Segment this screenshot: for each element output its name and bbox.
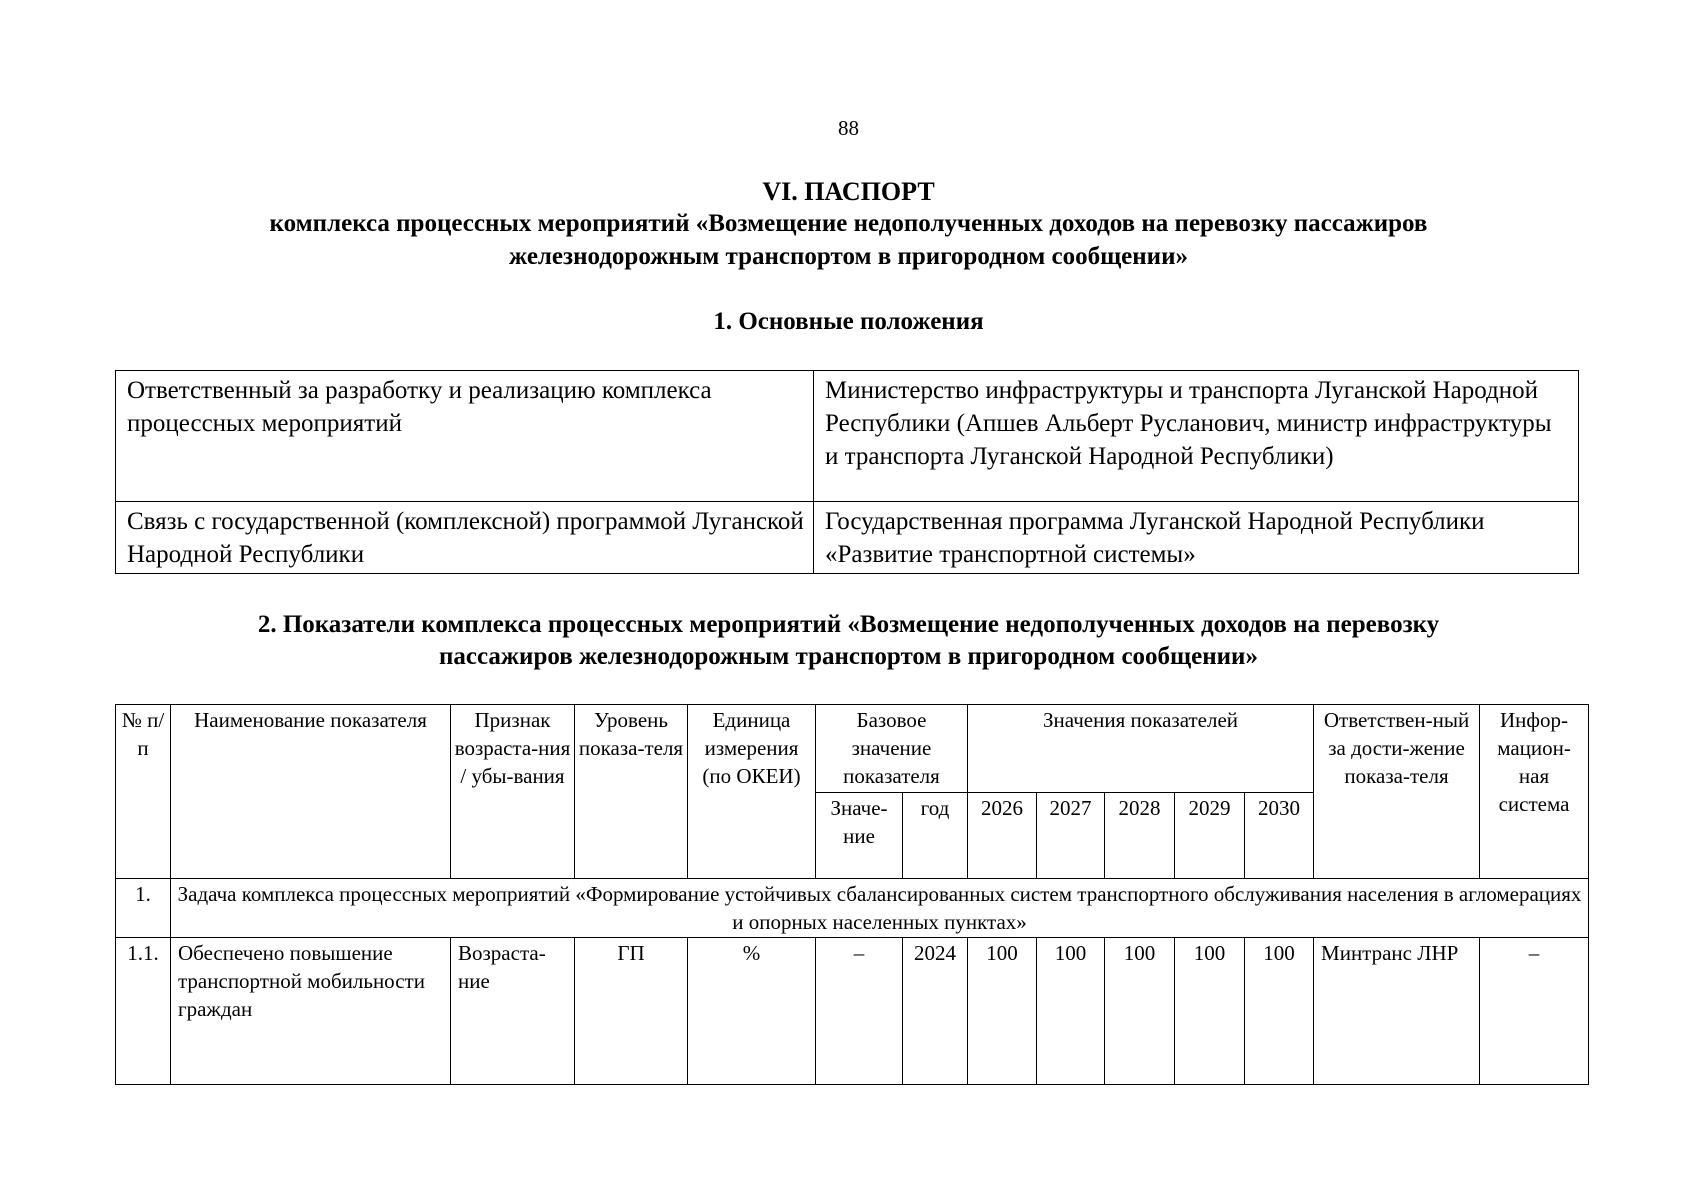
passport-subtitle-line2: железнодорожным транспортом в пригородном сообщении» xyxy=(509,243,1188,270)
task-num: 1. xyxy=(116,879,171,938)
passport-subtitle-line1: комплекса процессных мероприятий «Возмещение недополученных доходов на перевозку пассажиров xyxy=(269,210,1428,237)
header-year-2026: 2026 xyxy=(968,793,1037,879)
row-value-2029: 100 xyxy=(1175,938,1245,1085)
program-link-value: Государственная программа Луганской Народной Республики «Развитие транспортной системы» xyxy=(814,502,1579,574)
header-sign: Признак возраста-ния / убы-вания xyxy=(451,705,575,879)
row-unit: % xyxy=(688,938,816,1085)
task-row xyxy=(116,879,1589,938)
header-year-2029: 2029 xyxy=(1175,793,1245,879)
header-num: № п/п xyxy=(116,705,171,879)
row-value-2028: 100 xyxy=(1105,938,1175,1085)
row-value-2030: 100 xyxy=(1245,938,1314,1085)
header-info-system: Инфор-мацион-ная система xyxy=(1480,705,1589,879)
row-base-year: 2024 xyxy=(903,938,968,1085)
table-row xyxy=(116,502,1579,574)
passport-title: VI. ПАСПОРТ xyxy=(762,177,935,206)
header-base: Базовое значение показателя xyxy=(816,705,968,793)
responsible-value: Министерство инфраструктуры и транспорта Луганской Народной Республики (Апшев Альберт Русланович, министр инфраструктуры и транспорта Луганской Народной Республики) xyxy=(814,371,1579,502)
responsible-label: Ответственный за разработку и реализацию комплекса процессных мероприятий xyxy=(116,371,814,502)
header-values: Значения показателей xyxy=(968,705,1314,793)
row-responsible: Минтранс ЛНР xyxy=(1314,938,1480,1085)
program-link-label: Связь с государственной (комплексной) программой Луганской Народной Республики xyxy=(116,502,814,574)
row-num: 1.1. xyxy=(116,938,171,1085)
header-responsible: Ответствен-ный за дости-жение показа-теля xyxy=(1314,705,1480,879)
main-provisions-table xyxy=(115,370,1579,574)
section2-title-line2: пассажиров железнодорожным транспортом в пригородном сообщении» xyxy=(439,643,1258,670)
header-row xyxy=(116,705,1589,793)
header-base-year: год xyxy=(903,793,968,879)
header-name: Наименование показателя xyxy=(171,705,451,879)
header-level: Уровень показа-теля xyxy=(575,705,688,879)
section1-title: 1. Основные положения xyxy=(713,308,984,335)
row-value-2027: 100 xyxy=(1037,938,1105,1085)
row-value-2026: 100 xyxy=(968,938,1037,1085)
header-base-value: Значе-ние xyxy=(816,793,903,879)
row-base-value: – xyxy=(816,938,903,1085)
page-number: 88 xyxy=(838,116,859,140)
section2-title-line1: 2. Показатели комплекса процессных мероприятий «Возмещение недополученных доходов на перевозку xyxy=(257,611,1440,638)
row-level: ГП xyxy=(575,938,688,1085)
task-text: Задача комплекса процессных мероприятий «Формирование устойчивых сбалансированных систем транспортного обслуживания населения в агломерациях и опорных населенных пунктах» xyxy=(171,879,1589,938)
indicators-table xyxy=(115,704,1589,1085)
header-year-2030: 2030 xyxy=(1245,793,1314,879)
header-year-2027: 2027 xyxy=(1037,793,1105,879)
row-sign: Возраста-ние xyxy=(451,938,575,1085)
row-name: Обеспечено повышение транспортной мобильности граждан xyxy=(171,938,451,1085)
row-info-system: – xyxy=(1480,938,1589,1085)
header-year-2028: 2028 xyxy=(1105,793,1175,879)
header-unit: Единица измерения (по ОКЕИ) xyxy=(688,705,816,879)
table-row xyxy=(116,371,1579,502)
table-row xyxy=(116,938,1589,1085)
